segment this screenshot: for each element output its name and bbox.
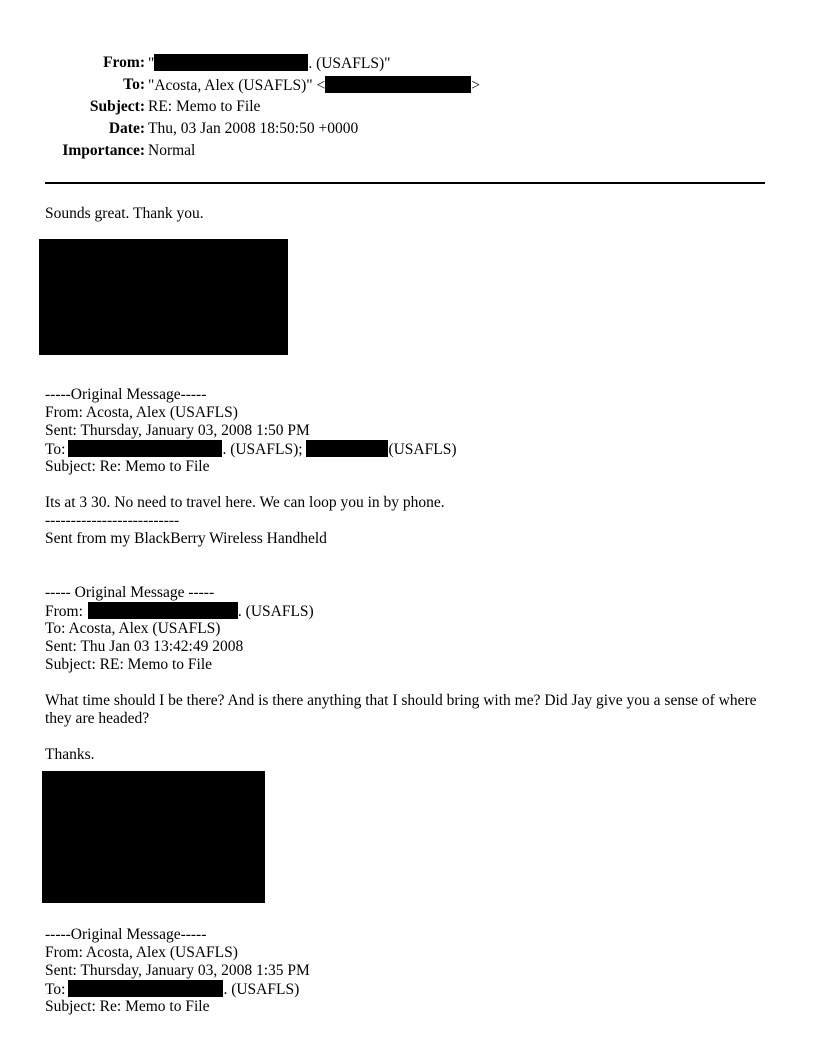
to-prefix: To:: [45, 981, 66, 998]
message-to: To: Acosta, Alex (USAFLS): [45, 620, 221, 637]
redaction-box: [306, 440, 388, 457]
message-from: From: Acosta, Alex (USAFLS): [45, 404, 238, 421]
message-body: What time should I be there? And is there anything that I should bring with me? Did Jay give you a sense of where they are headed?: [45, 692, 757, 727]
importance-label: Importance:: [62, 142, 145, 159]
redaction-box: [68, 980, 223, 997]
signature-redaction-block: [39, 239, 288, 355]
redaction-box: [325, 76, 471, 93]
message-thanks: Thanks.: [45, 746, 95, 763]
to-part-1: . (USAFLS);: [222, 441, 303, 458]
message-subject: Subject: Re: Memo to File: [45, 458, 210, 475]
to-suffix: >: [471, 77, 481, 94]
from-prefix: ": [148, 55, 155, 72]
date-value: Thu, 03 Jan 2008 18:50:50 +0000: [148, 120, 359, 137]
from-prefix: From:: [45, 603, 83, 620]
message-from: [45, 602, 314, 621]
message-body: Its at 3 30. No need to travel here. We can loop you in by phone.: [45, 494, 445, 511]
from-suffix: . (USAFLS): [237, 603, 314, 620]
body-intro: Sounds great. Thank you.: [45, 205, 204, 222]
to-suffix: . (USAFLS): [223, 981, 300, 998]
message-subject: Subject: Re: Memo to File: [45, 998, 210, 1015]
to-prefix: To:: [45, 441, 66, 458]
redaction-box: [154, 54, 308, 71]
message-separator: -----Original Message-----: [45, 926, 207, 943]
to-part-2: (USAFLS): [388, 441, 457, 458]
from-value: [148, 54, 390, 73]
date-label: Date:: [108, 120, 145, 137]
dash-line: --------------------------: [45, 512, 180, 529]
redaction-box: [68, 440, 222, 457]
from-suffix: . (USAFLS)": [308, 55, 391, 72]
message-sent: Sent: Thursday, January 03, 2008 1:35 PM: [45, 962, 310, 979]
message-sent: Sent: Thu Jan 03 13:42:49 2008: [45, 638, 244, 655]
from-label: From:: [103, 54, 145, 71]
redaction-box: [88, 602, 238, 619]
message-separator: ----- Original Message -----: [45, 584, 215, 601]
subject-label: Subject:: [89, 98, 145, 115]
to-value: [148, 76, 480, 95]
to-address: "Acosta, Alex (USAFLS)" <: [148, 77, 326, 94]
message-subject: Subject: RE: Memo to File: [45, 656, 213, 673]
message-sent: Sent: Thursday, January 03, 2008 1:50 PM: [45, 422, 310, 439]
to-label: To:: [123, 76, 145, 93]
message-from: From: Acosta, Alex (USAFLS): [45, 944, 238, 961]
header-divider: [45, 182, 765, 184]
signature-redaction-block: [42, 771, 265, 903]
message-to: [45, 980, 299, 999]
message-to: [45, 440, 456, 459]
message-separator: -----Original Message-----: [45, 386, 207, 403]
importance-value: Normal: [148, 142, 196, 159]
blackberry-signature: Sent from my BlackBerry Wireless Handheld: [45, 530, 327, 547]
subject-value: RE: Memo to File: [148, 98, 261, 115]
